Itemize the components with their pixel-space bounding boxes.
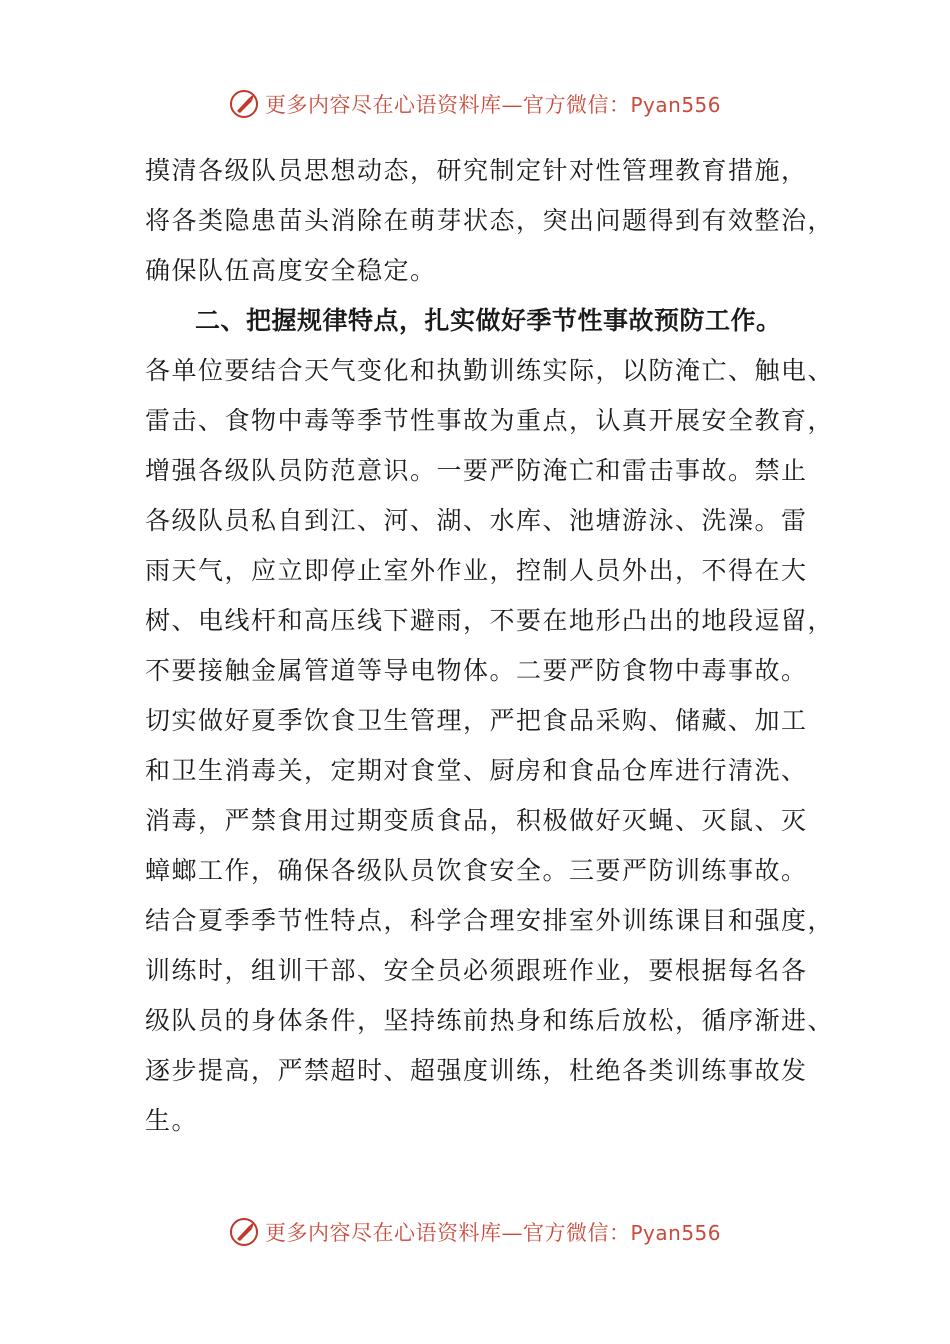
text-line: 生。 xyxy=(145,1106,199,1135)
text-line: 结合夏季季节性特点，科学合理安排室外训练课目和强度， xyxy=(145,906,835,935)
paragraph-main xyxy=(145,346,835,1146)
wechat-id: Pyan556 xyxy=(630,1221,721,1245)
text-line: 消毒，严禁食用过期变质食品，积极做好灭蝇、灭鼠、灭 xyxy=(145,806,808,835)
text-line: 各单位要结合天气变化和执勤训练实际，以防淹亡、触电、 xyxy=(145,356,835,385)
text-line: 确保队伍高度安全稳定。 xyxy=(145,256,437,285)
watermark-text: 更多内容尽在心语资料库—官方微信：Pyan556 xyxy=(264,93,721,117)
text-line: 各级队员私自到江、河、湖、水库、池塘游泳、洗澡。雷 xyxy=(145,506,808,535)
text-line: 不要接触金属管道等导电物体。二要严防食物中毒事故。 xyxy=(145,656,808,685)
quill-logo-icon xyxy=(229,1217,259,1247)
text-line: 雷击、食物中毒等季节性事故为重点，认真开展安全教育， xyxy=(145,406,835,435)
paragraph-intro xyxy=(145,146,835,296)
text-line: 逐步提高，严禁超时、超强度训练，杜绝各类训练事故发 xyxy=(145,1056,808,1085)
text-line: 训练时，组训干部、安全员必须跟班作业，要根据每名各 xyxy=(145,956,808,985)
header-watermark xyxy=(0,84,950,124)
watermark-text: 更多内容尽在心语资料库—官方微信：Pyan556 xyxy=(264,1221,721,1245)
footer-watermark xyxy=(0,1212,950,1252)
text-line: 摸清各级队员思想动态，研究制定针对性管理教育措施， xyxy=(145,156,808,185)
document-body xyxy=(145,146,835,1146)
text-line: 树、电线杆和高压线下避雨，不要在地形凸出的地段逗留， xyxy=(145,606,835,635)
quill-logo-icon xyxy=(229,89,259,119)
text-line: 增强各级队员防范意识。一要严防淹亡和雷击事故。禁止 xyxy=(145,456,808,485)
text-line: 级队员的身体条件，坚持练前热身和练后放松，循序渐进、 xyxy=(145,1006,835,1035)
text-line: 雨天气，应立即停止室外作业，控制人员外出，不得在大 xyxy=(145,556,808,585)
text-line: 和卫生消毒关，定期对食堂、厨房和食品仓库进行清洗、 xyxy=(145,756,808,785)
section-heading: 二、把握规律特点，扎实做好季节性事故预防工作。 xyxy=(195,306,782,335)
text-line: 切实做好夏季饮食卫生管理，严把食品采购、储藏、加工 xyxy=(145,706,808,735)
text-line: 将各类隐患苗头消除在萌芽状态，突出问题得到有效整治， xyxy=(145,206,835,235)
text-line: 蟑螂工作，确保各级队员饮食安全。三要严防训练事故。 xyxy=(145,856,808,885)
wechat-id: Pyan556 xyxy=(630,93,721,117)
